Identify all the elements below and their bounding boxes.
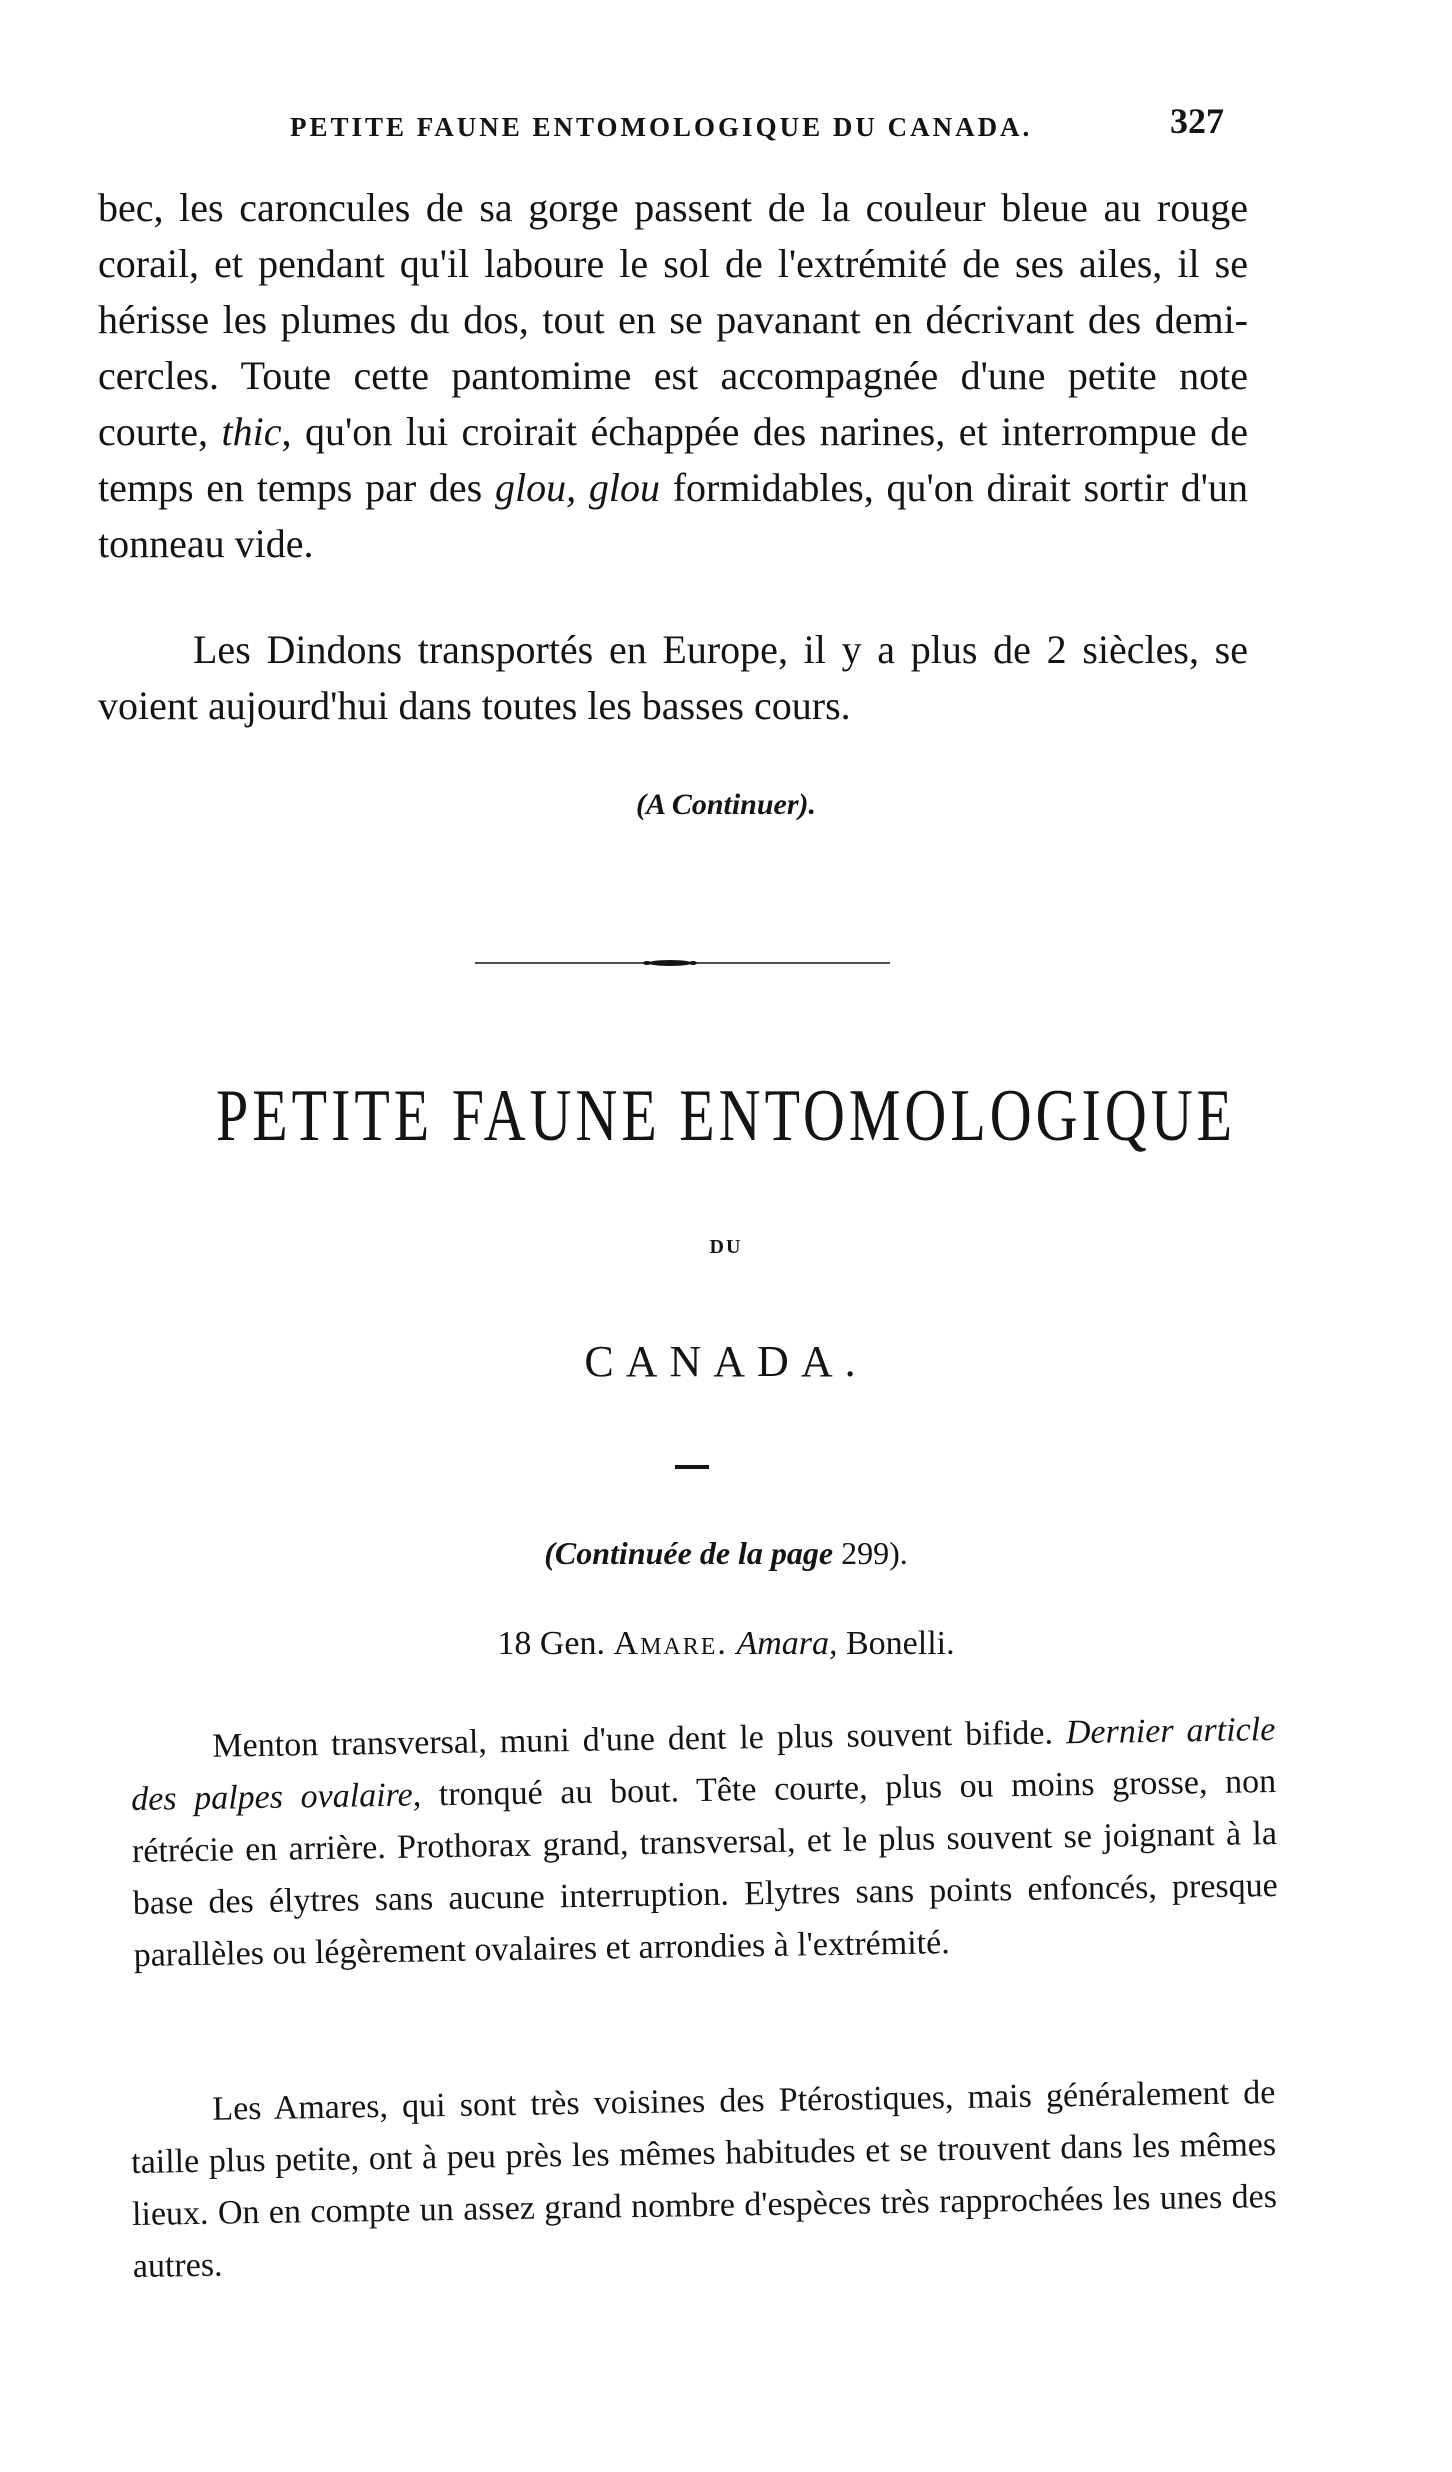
paragraph-text: Les Dindons transportés en Europe, il y a plus de 2 siècles, se voient aujourd'hui dans toutes les basses cours. bbox=[98, 627, 1248, 728]
genus-author: Bonelli. bbox=[846, 1625, 955, 1662]
text-run: tronqué au bout. Tête courte, plus ou moins grosse, non rétrécie en arrière. Prothorax grand, transversal, et le plus souvent se joignant à la base des élytres sans aucune interruption. Elytres sans points enfoncés, presque parallèles ou légèrement ovalaires et arrondies à l'extrémité. bbox=[131, 1763, 1279, 1974]
text-run: formidables, qu'on dirait sortir d'un tonneau vide. bbox=[98, 465, 1248, 566]
to-be-continued-note: (A Continuer). bbox=[635, 788, 817, 821]
article-title-du: DU bbox=[709, 1236, 743, 1258]
running-head: PETITE FAUNE ENTOMOLOGIQUE DU CANADA. bbox=[290, 112, 1033, 142]
continued-label: (Continuée de la page bbox=[544, 1535, 834, 1571]
paragraph-text bbox=[130, 1704, 1279, 1982]
paragraph-text bbox=[98, 180, 1248, 572]
text-run: bec, les caroncules de sa gorge passent de la couleur bleue au rouge corail, et pendant qu'il laboure le sol de l'extrémité de ses ailes, il se hérisse les plumes du dos, tout en se pavanant en décrivant des demi-cercles. Toute cette pantomime est accompagnée d'une petite note courte, bbox=[98, 185, 1248, 454]
paragraph-genus-description bbox=[130, 1704, 1279, 1982]
genus-french-name: Amare. bbox=[613, 1625, 728, 1662]
text-run: Menton transversal, muni d'une dent le plus souvent bifide. bbox=[212, 1714, 1067, 1765]
genus-latin-name: Amara, bbox=[736, 1625, 838, 1662]
page-number: 327 bbox=[1170, 101, 1224, 141]
paragraph-text: Les Amares, qui sont très voisines des Ptérostiques, mais généralement de taille plus petite, ont à peu près les mêmes habitudes et se trouvent dans les mêmes lieux. On en compte un assez grand nombre d'espèces très rapprochées les unes des autres. bbox=[130, 2074, 1278, 2285]
continued-page: 299). bbox=[841, 1535, 908, 1571]
paragraph-genus-habits bbox=[130, 2067, 1278, 2293]
italic-run: thic bbox=[221, 409, 282, 454]
continued-from-note bbox=[0, 1535, 1452, 1572]
ornamental-divider bbox=[475, 960, 890, 966]
paragraph-turkey-display bbox=[98, 180, 1248, 572]
short-rule-divider bbox=[675, 1465, 709, 1469]
italic-run: glou, glou bbox=[494, 465, 660, 510]
article-title-place: CANADA. bbox=[584, 1337, 868, 1386]
text-run: , qu'on lui croirait échappée des narines, et interrompue de temps en temps par des bbox=[98, 409, 1248, 510]
paragraph-turkeys-europe bbox=[98, 622, 1248, 734]
genus-number: 18 Gen. bbox=[497, 1625, 606, 1662]
italic-run: Dernier article des palpes ovalaire, bbox=[130, 1711, 1276, 1818]
genus-heading bbox=[0, 1625, 1452, 1663]
article-title: PETITE FAUNE ENTOMOLOGIQUE bbox=[215, 1073, 1237, 1157]
